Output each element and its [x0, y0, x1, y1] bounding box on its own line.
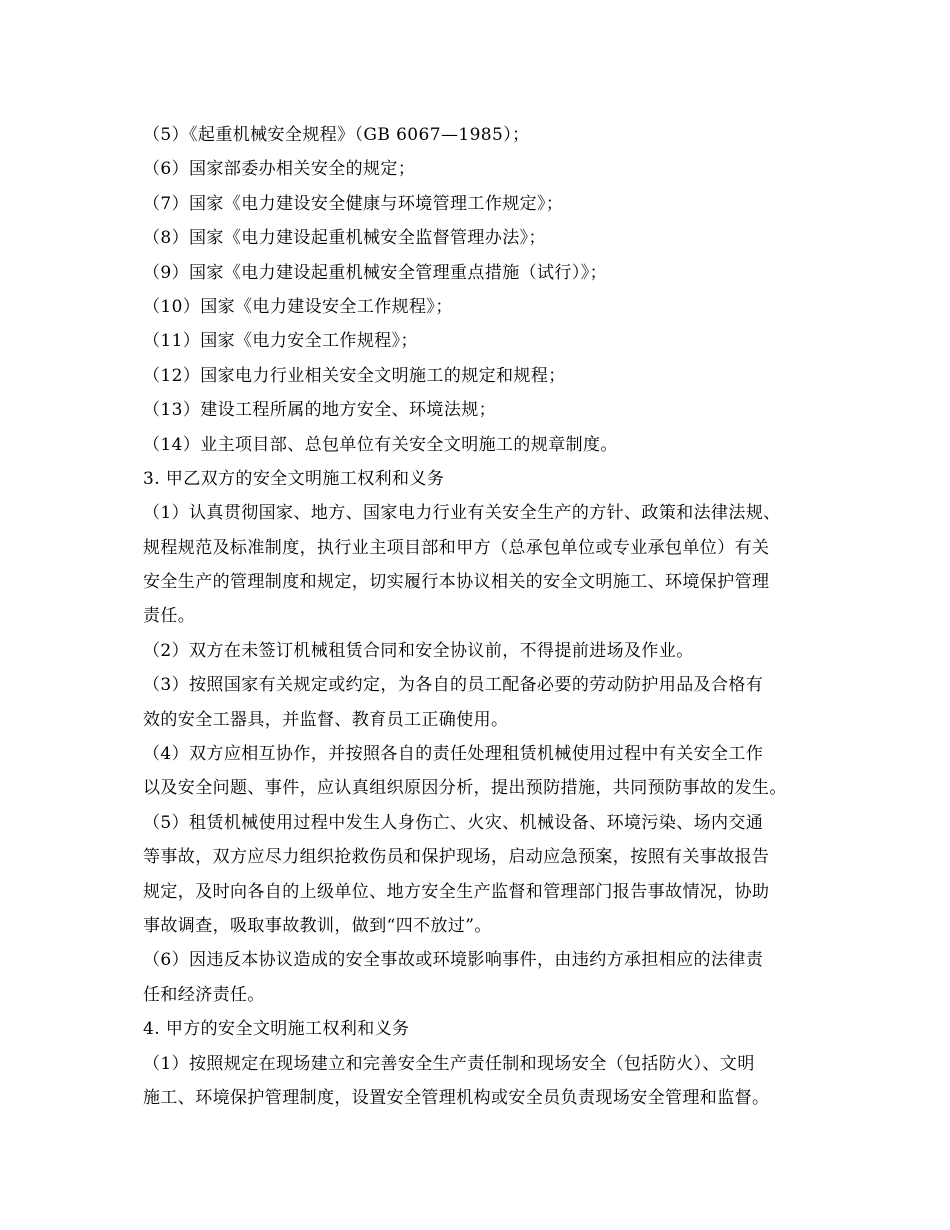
paragraph-line: （5）租赁机械使用过程中发生人身伤亡、火灾、机械设备、环境污染、场内交通	[143, 812, 764, 833]
paragraph-line: （1）认真贯彻国家、地方、国家电力行业有关安全生产的方针、政策和法律法规、	[143, 503, 781, 524]
list-item: （14）业主项目部、总包单位有关安全文明施工的规章制度。	[143, 434, 618, 455]
document-body	[143, 118, 823, 1115]
list-item: （8）国家《电力建设起重机械安全监督管理办法》；	[143, 228, 546, 249]
paragraph-line: （6）因违反本协议造成的安全事故或环境影响事件，由违约方承担相应的法律责	[143, 950, 764, 971]
paragraph-line: 任和经济责任。	[143, 984, 265, 1005]
section-heading: 3. 甲乙双方的安全文明施工权利和义务	[143, 468, 445, 489]
list-item: （13）建设工程所属的地方安全、环境法规；	[143, 400, 497, 421]
list-item: （5）《起重机械安全规程》（GB 6067—1985）；	[143, 125, 530, 145]
paragraph-line: （2）双方在未签订机械租赁合同和安全协议前，不得提前进场及作业。	[143, 640, 694, 661]
paragraph-line: （1）按照规定在现场建立和完善安全生产责任制和现场安全（包括防火）、文明	[143, 1053, 755, 1074]
paragraph-line: （4）双方应相互协作，并按照各自的责任处理租赁机械使用过程中有关安全工作	[143, 744, 764, 765]
paragraph-line: 责任。	[143, 606, 196, 627]
section-heading: 4. 甲方的安全文明施工权利和义务	[143, 1019, 410, 1040]
paragraph-line: （3）按照国家有关规定或约定，为各自的员工配备必要的劳动防护用品及合格有	[143, 675, 764, 696]
paragraph-line: 效的安全工器具，并监督、教育员工正确使用。	[143, 709, 509, 730]
list-item: （11）国家《电力安全工作规程》；	[143, 331, 418, 352]
list-item: （9）国家《电力建设起重机械安全管理重点措施（试行）》；	[143, 262, 608, 283]
paragraph-line: 事故调查，吸取事故教训，做到“四不放过”。	[143, 915, 492, 936]
paragraph-line: 施工、环境保护管理制度，设置安全管理机构或安全员负责现场安全管理和监督。	[143, 1087, 770, 1108]
paragraph-line: 规定，及时向各自的上级单位、地方安全生产监督和管理部门报告事故情况，协助	[143, 881, 770, 902]
paragraph-line: 规程规范及标准制度，执行业主项目部和甲方（总承包单位或专业承包单位）有关	[143, 537, 770, 558]
list-item: （6）国家部委办相关安全的规定；	[143, 159, 416, 180]
paragraph-line: 以及安全问题、事件，应认真组织原因分析，提出预防措施，共同预防事故的发生。	[143, 778, 787, 799]
list-item: （12）国家电力行业相关安全文明施工的规定和规程；	[143, 365, 566, 386]
list-item: （10）国家《电力建设安全工作规程》；	[143, 296, 453, 317]
paragraph-line: 等事故，双方应尽力组织抢救伤员和保护现场，启动应急预案，按照有关事故报告	[143, 847, 770, 868]
paragraph-line: 安全生产的管理制度和规定，切实履行本协议相关的安全文明施工、环境保护管理	[143, 572, 770, 593]
list-item: （7）国家《电力建设安全健康与环境管理工作规定》；	[143, 193, 564, 214]
